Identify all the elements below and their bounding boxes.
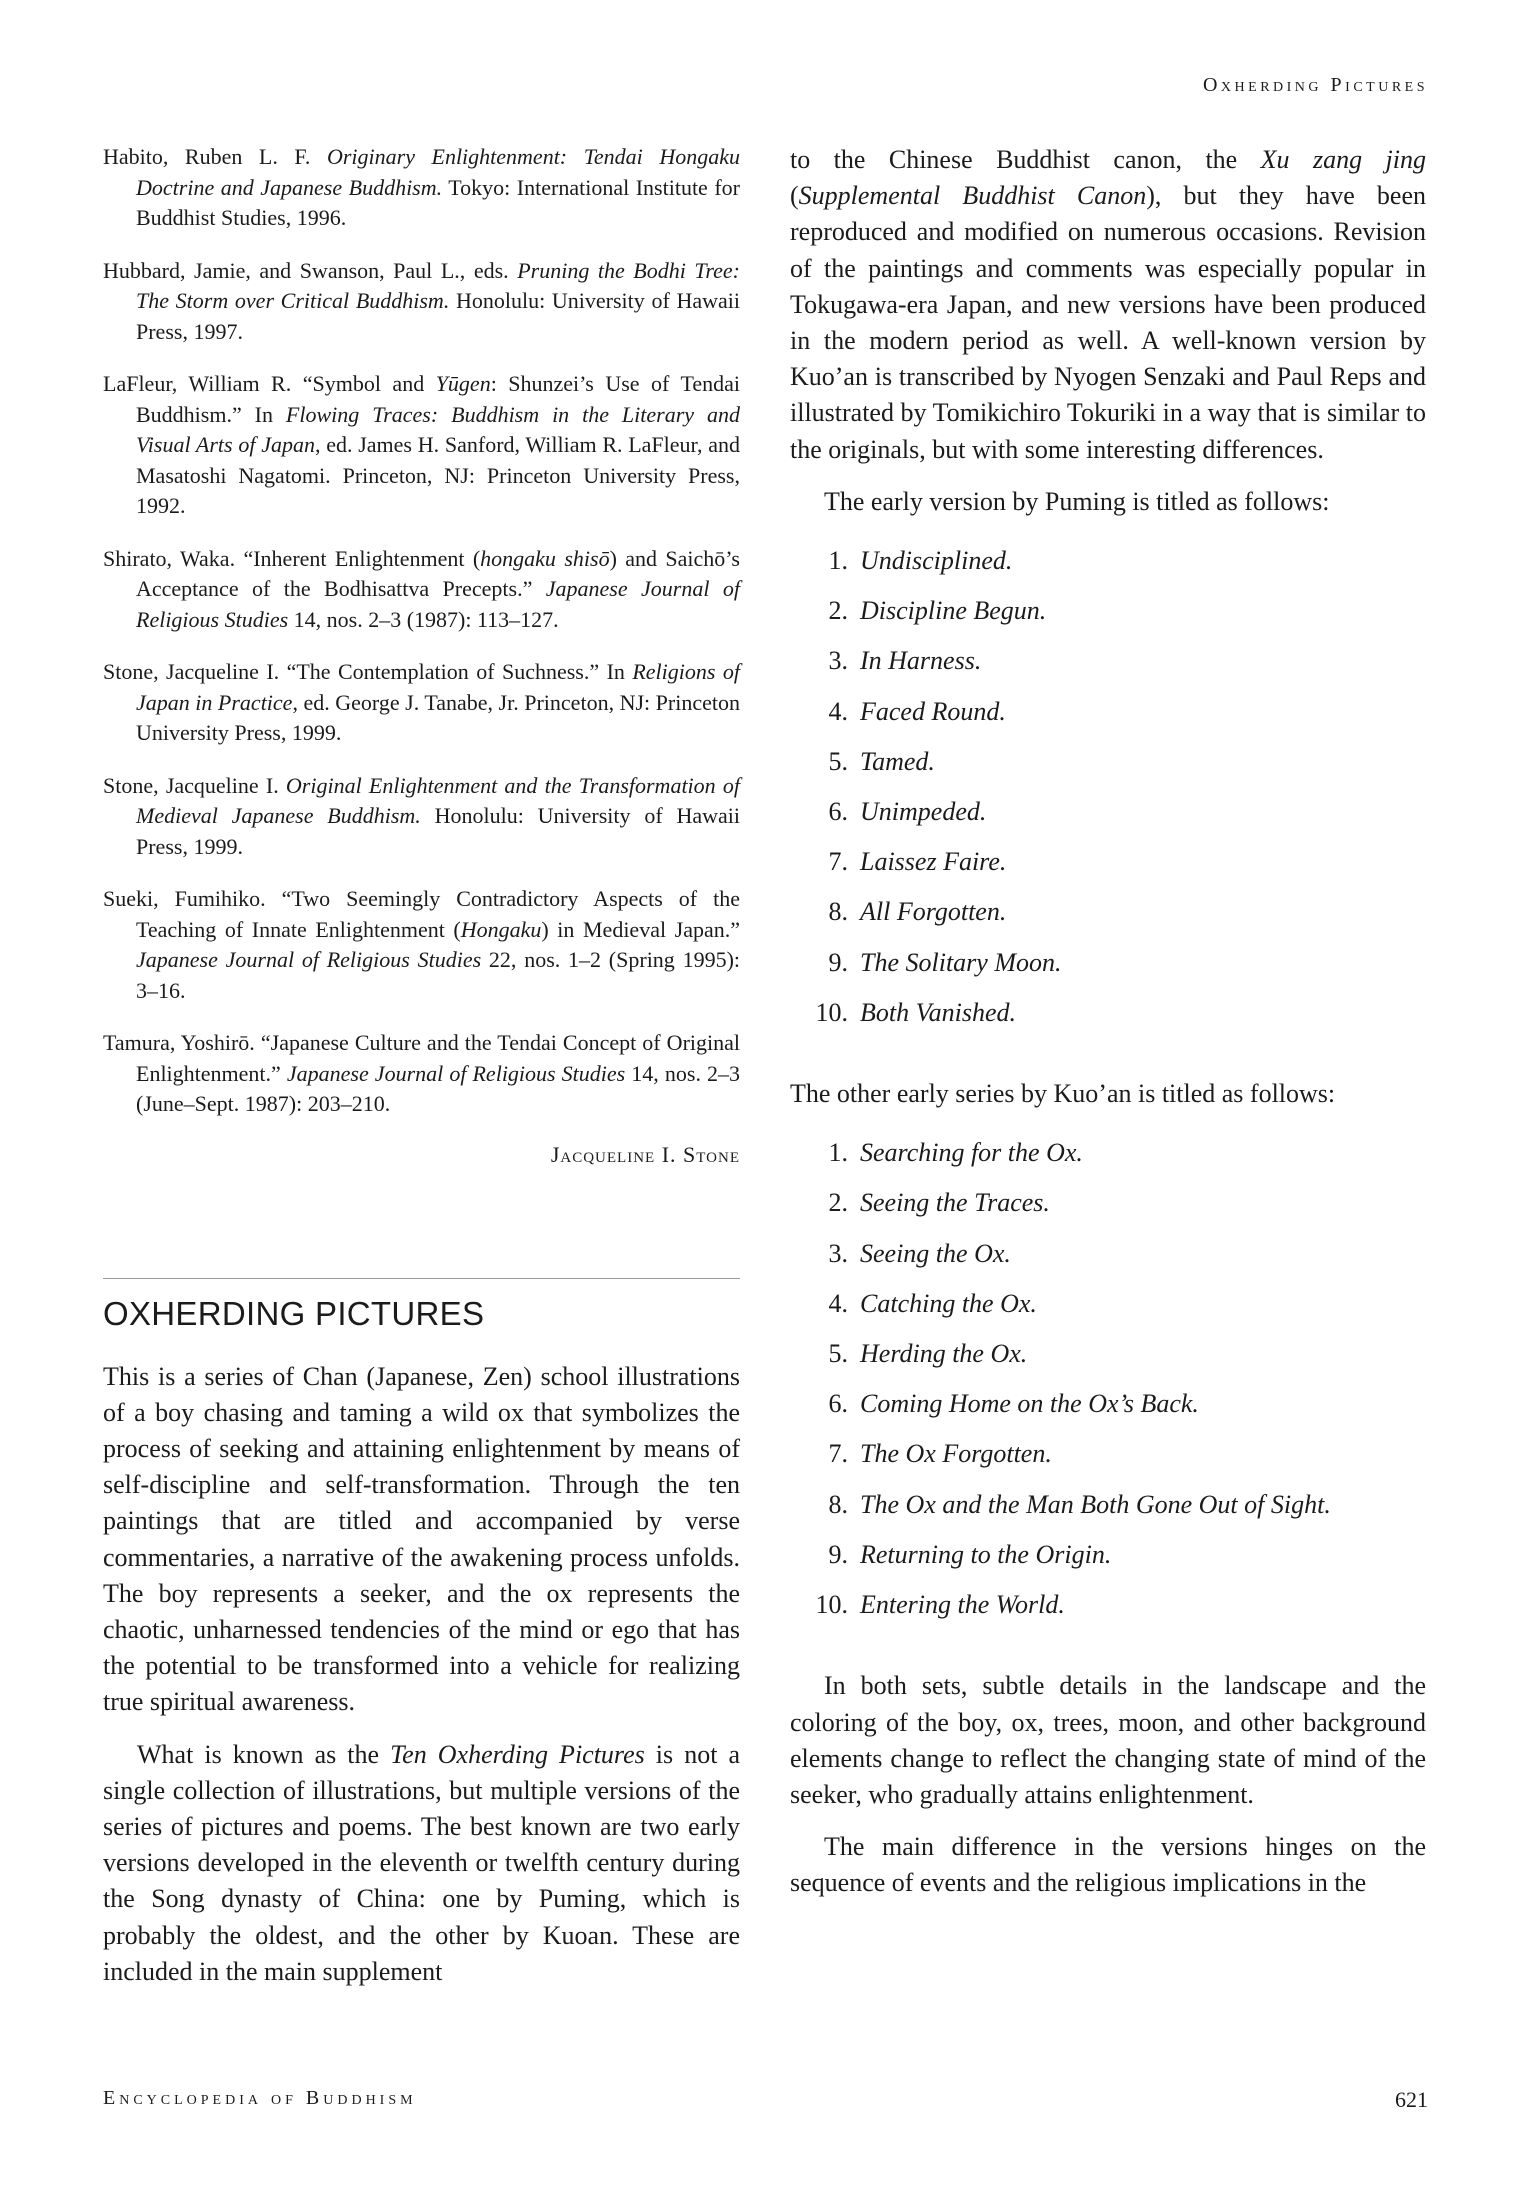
bib-entry: Tamura, Yoshirō. “Japanese Culture and the Tendai Concept of Original Enlightenment.” Japanese Journal of Religious Studies 14, nos. 2–3 (June–Sept. 1987): 203–210. xyxy=(103,1030,741,1116)
list-item: 5. Tamed. xyxy=(828,746,935,776)
list-item: 2. Discipline Begun. xyxy=(828,596,1047,626)
section-divider xyxy=(103,1278,740,1279)
list-item: 3. In Harness. xyxy=(828,646,982,676)
article-paragraph: What is known as the Ten Oxherding Pictures is not a single collection of illustrations, but multiple versions of the series of pictures and poems. The best known are two early versions developed in the eleventh or twelfth century during the Song dynasty of China: one by Puming, which is probably the oldest, and the other by Kuoan. These are included in the main supplement xyxy=(103,1739,741,1986)
publication-title: Encyclopedia of Buddhism xyxy=(103,2087,417,2109)
bib-entry: Hubbard, Jamie, and Swanson, Paul L., eds. Pruning the Bodhi Tree: The Storm over Critical Buddhism. Honolulu: University of Hawaii Press, 1997. xyxy=(103,257,740,344)
right-column xyxy=(790,142,1426,1918)
bib-entry: Habito, Ruben L. F. Originary Enlightenment: Tendai Hongaku Doctrine and Japanese Buddhism. Tokyo: International Institute for Buddhist Studies, 1996. xyxy=(103,144,740,230)
bib-entry: LaFleur, William R. “Symbol and Yūgen: Shunzei’s Use of Tendai Buddhism.” In Flowing Traces: Buddhism in the Literary and Visual Arts of Japan, ed. James H. Sanford, William R. LaFleur, and Masatoshi Nagatomi. Princeton, NJ: Princeton University Press, 1992. xyxy=(103,371,740,518)
list-item: 8. All Forgotten. xyxy=(828,897,1007,927)
left-column xyxy=(103,142,740,2006)
list-item: 6. Coming Home on the Ox’s Back. xyxy=(828,1389,1199,1419)
list-item: 1. Searching for the Ox. xyxy=(828,1138,1083,1168)
list-item: 9. The Solitary Moon. xyxy=(828,947,1062,977)
list-item: 4. Faced Round. xyxy=(828,696,1006,726)
list-item: 8. The Ox and the Man Both Gone Out of Sight. xyxy=(828,1489,1331,1519)
list-item: 7. Laissez Faire. xyxy=(828,847,1007,877)
puming-intro: The early version by Puming is titled as follows: xyxy=(824,486,1330,516)
puming-list xyxy=(790,536,1426,1038)
list-item: 10. Both Vanished. xyxy=(815,997,1016,1027)
list-item: 4. Catching the Ox. xyxy=(828,1288,1037,1318)
list-item: 7. The Ox Forgotten. xyxy=(828,1439,1052,1469)
bib-entry: Stone, Jacqueline I. “The Contemplation of Suchness.” In Religions of Japan in Practice, ed. George J. Tanabe, Jr. Princeton, NJ: Princeton University Press, 1999. xyxy=(103,659,740,745)
article-paragraph: In both sets, subtle details in the landscape and the coloring of the boy, ox, trees, moon, and other background elements change to reflect the changing state of mind of the seeker, who gradually attains enlightenment. xyxy=(790,1671,1426,1809)
article-paragraph: This is a series of Chan (Japanese, Zen) school illustrations of a boy chasing and taming a wild ox that symbolizes the process of seeking and attaining enlightenment by means of self-discipline and self-transformation. Through the ten paintings that are titled and accompanied by verse commentaries, a narrative of the awakening process unfolds. The boy represents a seeker, and the ox represents the chaotic, unharnessed tendencies of the mind or ego that has the potential to be transformed into a vehicle for realizing true spiritual awareness. xyxy=(103,1361,740,1717)
list-item: 5. Herding the Ox. xyxy=(828,1339,1028,1369)
article-paragraph: to the Chinese Buddhist canon, the Xu zang jing (Supplemental Buddhist Canon), but they have been reproduced and modified on numerous occasions. Revision of the paintings and comments was especially popular in Tokugawa-era Japan, and new versions have been produced in the modern period as well. A well-known version by Kuo’an is transcribed by Nyogen Senzaki and Paul Reps and illustrated by Tomikichiro Tokuriki in a way that is similar to the originals, but with some interesting differences. xyxy=(790,145,1426,464)
bib-entry: Sueki, Fumihiko. “Two Seemingly Contradictory Aspects of the Teaching of Innate Enlightenment (Hongaku) in Medieval Japan.” Japanese Journal of Religious Studies 22, nos. 1–2 (Spring 1995): 3–16. xyxy=(103,886,741,1003)
bib-entry: Stone, Jacqueline I. Original Enlightenment and the Transformation of Medieval Japanese Buddhism. Honolulu: University of Hawaii Press, 1999. xyxy=(103,772,740,859)
article-paragraph: The main difference in the versions hinges on the sequence of events and the religious implications in the xyxy=(790,1832,1426,1898)
list-item: 9. Returning to the Origin. xyxy=(828,1539,1112,1569)
bibliography xyxy=(103,142,740,1120)
list-item: 10. Entering the World. xyxy=(815,1590,1065,1620)
list-item: 6. Unimpeded. xyxy=(828,797,987,827)
list-item: 1. Undisciplined. xyxy=(828,546,1013,576)
author-signature: Jacqueline I. Stone xyxy=(550,1141,740,1167)
article-heading: OXHERDING PICTURES xyxy=(103,1294,485,1332)
list-item: 2. Seeing the Traces. xyxy=(828,1188,1050,1218)
running-head: Oxherding Pictures xyxy=(1202,74,1428,96)
page-number: 621 xyxy=(1395,2087,1428,2112)
kuoan-list xyxy=(790,1128,1426,1630)
list-item: 3. Seeing the Ox. xyxy=(828,1238,1011,1268)
bib-entry: Shirato, Waka. “Inherent Enlightenment (hongaku shisō) and Saichō’s Acceptance of the Bodhisattva Precepts.” Japanese Journal of Religious Studies 14, nos. 2–3 (1987): 113–127. xyxy=(103,545,741,632)
kuoan-intro: The other early series by Kuo’an is titled as follows: xyxy=(790,1079,1336,1109)
